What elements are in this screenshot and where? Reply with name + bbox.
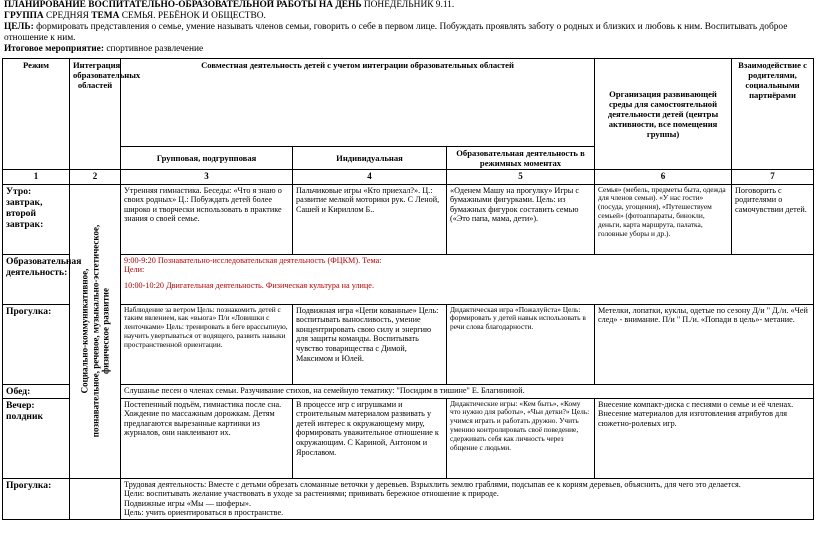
evening-label: Вечер: полдник xyxy=(3,398,70,478)
final-event-label: Итоговое мероприятие: xyxy=(4,44,104,54)
final-event-line xyxy=(4,44,812,55)
walk2-label: Прогулка: xyxy=(3,478,70,519)
column-number: 1 xyxy=(3,170,70,185)
morning-parents: Поговорить с родителями о самочувствии детей. xyxy=(732,184,814,254)
educational-activity-label: Образовательная деятельность: xyxy=(3,254,70,304)
header-row xyxy=(3,59,814,147)
goal-line xyxy=(4,22,812,44)
header-integration: Интеграция образовательных областей xyxy=(70,59,121,170)
integration-areas-text: Социально-коммуникативное, познавательное, речевое, музыкально-эстетическое, физическое развитие xyxy=(79,224,111,438)
group-value: СРЕДНЯЯ xyxy=(46,11,89,21)
lunch-row xyxy=(3,384,814,398)
title-line xyxy=(4,0,812,11)
evening-row xyxy=(3,398,814,478)
number-row xyxy=(3,170,814,185)
header-regime: Режим xyxy=(3,59,70,170)
walk-educational: Дидактическая игра «Пожалуйста» Цель: формировать у детей навык использовать в речи слова благодарности. xyxy=(447,304,595,384)
column-number: 6 xyxy=(595,170,732,185)
walk-group: Наблюдение за ветром Цель: познакомить детей с таким явлением, как «вьюга» П/и «Ловишки с ленточками» Цель: тренировать в беге врассыпную, научить увертываться от водящего, развить навыки пространственной ориентации. xyxy=(121,304,293,384)
morning-organization: Семья» (мебель, предметы быта, одежда для членов семьи). «У нас гости» (посуда, угощения), «Путешествуем семьей» (фотоаппараты, бинокли, деньги, карта маршрута, палатка, головные уборы и др.). xyxy=(595,184,732,254)
column-number: 3 xyxy=(121,170,293,185)
educational-activity-row xyxy=(3,254,814,304)
header-educational: Образовательная деятельность в режимных моментах xyxy=(447,147,595,170)
final-event-value: спортивное развлечение xyxy=(106,44,204,54)
educational-activity-content xyxy=(121,254,814,304)
evening-individual: В процессе игр с игрушками и строительным материалом развивать у детей интерес к окружающему миру, формировать уважительное отношение к окружающим. С Кариной, Антоном и Ярославом. xyxy=(293,398,447,478)
educational-activity-line: 10:00-10:20 Двигательная деятельность. Физическая культура на улице. xyxy=(124,280,374,290)
theme-label: ТЕМА xyxy=(91,11,120,21)
goal-label: ЦЕЛЬ: xyxy=(4,22,34,32)
header-individual: Индивидуальная xyxy=(293,147,447,170)
walk-label: Прогулка: xyxy=(3,304,70,384)
column-number: 4 xyxy=(293,170,447,185)
morning-label: Утро: завтрак, второй завтрак: xyxy=(3,184,70,254)
morning-educational: «Оденем Машу на прогулку» Игры с бумажными фигурками. Цель: из бумажных фигурок составить семью («Это папа, мама, дети»). xyxy=(447,184,595,254)
walk2-empty xyxy=(70,478,121,519)
column-number: 7 xyxy=(732,170,814,185)
walk2-row xyxy=(3,478,814,519)
evening-group: Постепенный подъём, гимнастика после сна. Хождение по массажным дорожкам. Детям предлагаются вырезанные картинки из журналов, они наклеивают их. xyxy=(121,398,293,478)
evening-organization: Внесение компакт-диска с песнями о семье и её членах. Внесение материалов для изготовления атрибутов для сюжетно-ролевых игр. xyxy=(595,398,814,478)
lunch-label: Обед: xyxy=(3,384,70,398)
plan-title: ПЛАНИРОВАНИЕ ВОСПИТАТЕЛЬНО-ОБРАЗОВАТЕЛЬНОЙ РАБОТЫ НА ДЕНЬ xyxy=(4,0,362,10)
group-line xyxy=(4,11,812,22)
header-group: Групповая, подгрупповая xyxy=(121,147,293,170)
integration-areas xyxy=(70,184,121,478)
goal-text: формировать представления о семье, умение называть членов семьи, говорить о себе в первом лице. Побуждать проявлять заботу о родных и близких и любовь к ним. Воспитывать доброе отношение к ним. xyxy=(4,22,788,43)
group-label: ГРУППА xyxy=(4,11,44,21)
column-number: 2 xyxy=(70,170,121,185)
plan-table xyxy=(2,58,814,520)
walk2-content xyxy=(121,478,814,519)
plan-day: ПОНЕДЕЛЬНИК 9.11. xyxy=(363,0,455,10)
morning-group: Утренняя гимнастика. Беседы: «Что я знаю о своих родных» Ц.: Побуждать детей более широко и творчески использовать в практике знания о своей семье. xyxy=(121,184,293,254)
header-organization: Организация развивающей среды для самостоятельной деятельности детей (центры активности, все помещения группы) xyxy=(595,59,732,170)
walk-organization: Метелки, лопатки, куклы, одетые по сезону Д/и " Д./и. «Чей след» - внимание. П/и " П./и. «Попади в цель»- метание. xyxy=(595,304,814,384)
walk-individual: Подвижная игра «Цепи кованные» Цель: воспитывать выносливость, умение концентрировать свою силу и энергию для защиты команды. Воспитывать чувство товарищества с Димой, Максимом и Юлей. xyxy=(293,304,447,384)
theme-value: СЕМЬЯ. РЕБЁНОК И ОБЩЕСТВО. xyxy=(121,11,266,21)
walk2-line: Цели: воспитывать желание участвовать в уходе за растениями; прививать бережное отношение к природе. xyxy=(124,489,499,499)
lunch-content: Слушанье песен о членах семьи. Разучивание стихов, на семейную тематику: "Посидим в тишине" Е. Благининой. xyxy=(121,384,814,398)
header-parents: Взаимодействие с родителями, социальными партнёрами xyxy=(732,59,814,170)
evening-educational: Дидактические игры: «Кем быть», «Кому что нужно для работы», «Чьи детки?» Цель: учимся играть и работать дружно. Учить умению контролировать своё поведение, сдерживать себя как личность через общение с людьми. xyxy=(447,398,595,478)
walk2-line: Трудовая деятельность: Вместе с детьми обрезать сломанные веточки у деревьев. Взрыхлить землю граблями, подсыпав ее к корням деревьев, объяснить, для чего это делается. xyxy=(124,479,741,489)
educational-activity-line: Цели: xyxy=(124,265,145,275)
walk2-line: Подвижные игры «Мы — шоферы». xyxy=(124,498,252,508)
walk2-line: Цель: учить ориентироваться в пространстве. xyxy=(124,508,284,518)
walk-row xyxy=(3,304,814,384)
column-number: 5 xyxy=(447,170,595,185)
document-header xyxy=(4,0,812,55)
header-joint-activity: Совместная деятельность детей с учетом интеграции образовательных областей xyxy=(121,59,595,147)
educational-activity-line: 9:00-9:20 Познавательно-исследовательская деятельность (ФЦКМ). Тема: xyxy=(124,255,382,265)
morning-individual: Пальчиковые игры «Кто приехал?». Ц.: развитие мелкой моторики рук. С Леной, Сашей и Кириллом Б.. xyxy=(293,184,447,254)
morning-row xyxy=(3,184,814,254)
